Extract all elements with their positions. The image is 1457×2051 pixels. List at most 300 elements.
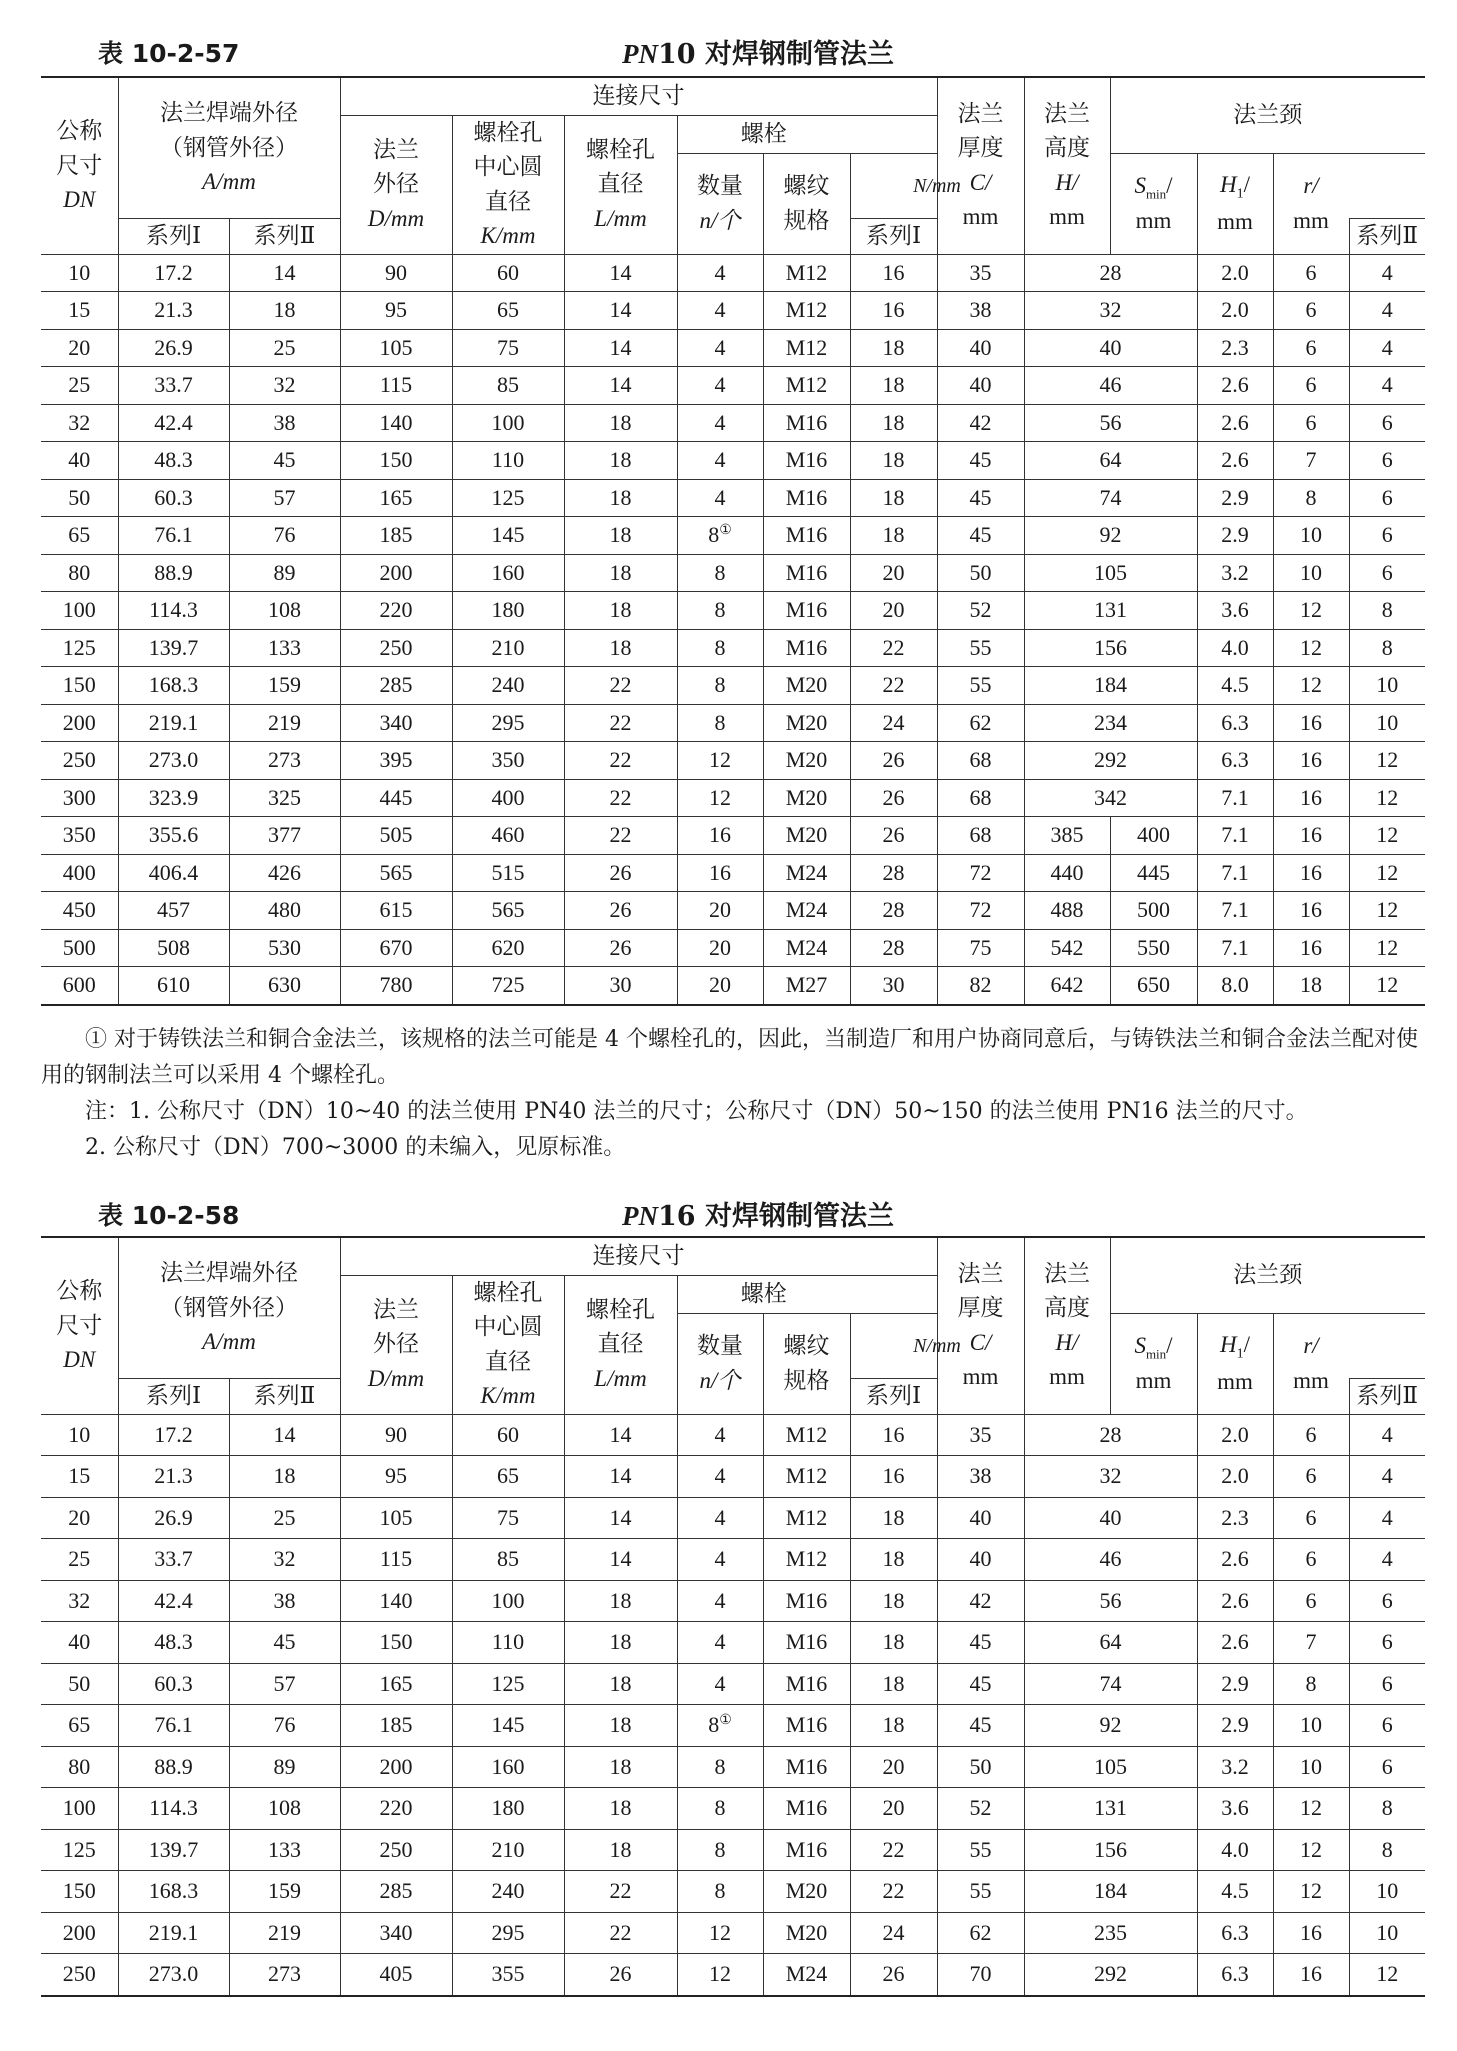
table-cell: 292	[1024, 742, 1197, 780]
table-row	[41, 1829, 1425, 1871]
table-cell: 95	[340, 1456, 452, 1498]
table-cell: M16	[763, 554, 850, 592]
table-cell: 22	[850, 629, 937, 667]
table-caption-1	[98, 30, 1418, 70]
bolt-header: 螺栓	[677, 115, 850, 153]
table-cell: 273.0	[118, 1954, 229, 1996]
table-cell: 22	[564, 742, 677, 780]
table-cell: 48.3	[118, 442, 229, 480]
table-cell: 18	[564, 554, 677, 592]
table-cell: 295	[452, 1912, 564, 1954]
table-cell: 28	[1024, 1414, 1197, 1456]
table-cell: 22	[564, 1912, 677, 1954]
table-cell: 76	[229, 1705, 340, 1747]
col-smin-header: $S_{min}/$ mm	[1110, 153, 1197, 254]
table-cell: 16	[1273, 779, 1349, 817]
table-cell: 75	[937, 929, 1024, 967]
table-cell: 18	[850, 329, 937, 367]
table-cell: 50	[41, 479, 118, 517]
table-cell: 14	[229, 254, 340, 292]
table-cell: 285	[340, 1871, 452, 1913]
table-row	[41, 892, 1425, 930]
table-row	[41, 742, 1425, 780]
bolt-header: 螺栓	[677, 1275, 850, 1313]
table-cell: 74	[1024, 1663, 1197, 1705]
table-cell: 12	[1349, 742, 1425, 780]
col-h1-header: $H_1/$ mm	[1197, 153, 1273, 254]
table-cell: 26	[564, 1954, 677, 1996]
table-cell: 52	[937, 1788, 1024, 1830]
table-cell: 4	[677, 292, 763, 330]
table-cell: 6	[1273, 1539, 1349, 1581]
table-cell: 12	[1349, 817, 1425, 855]
table-cell: 35	[937, 1414, 1024, 1456]
table-cell: 114.3	[118, 1788, 229, 1830]
table-cell: 565	[452, 892, 564, 930]
table-cell: 234	[1024, 704, 1197, 742]
table-cell: 131	[1024, 592, 1197, 630]
table-cell: 725	[452, 967, 564, 1005]
table-cell: 145	[452, 1705, 564, 1747]
table-cell: 670	[340, 929, 452, 967]
table-cell: 8	[677, 554, 763, 592]
table-cell: 6	[1273, 367, 1349, 405]
table-row	[41, 1497, 1425, 1539]
table-cell: 4	[677, 367, 763, 405]
table-cell: 440	[1024, 854, 1110, 892]
table-cell: 4	[677, 254, 763, 292]
table-cell: 250	[340, 1829, 452, 1871]
col-dn-header: 公称 尺寸 DN	[41, 1237, 118, 1414]
table-cell: 131	[1024, 1788, 1197, 1830]
table-cell: 16	[1273, 1912, 1349, 1954]
table-cell: 385	[1024, 817, 1110, 855]
table-cell: M20	[763, 817, 850, 855]
table-cell: 108	[229, 1788, 340, 1830]
table-cell: 4.5	[1197, 1871, 1273, 1913]
table-cell: 55	[937, 667, 1024, 705]
table-cell: 4	[677, 1663, 763, 1705]
table-cell: 46	[1024, 1539, 1197, 1581]
table-cell: 2.0	[1197, 1456, 1273, 1498]
table-cell: 7	[1273, 1622, 1349, 1664]
table-cell: M20	[763, 667, 850, 705]
table-cell: 18	[850, 479, 937, 517]
table-cell: 26.9	[118, 1497, 229, 1539]
table-cell: 16	[677, 817, 763, 855]
table-cell: 56	[1024, 1580, 1197, 1622]
table-cell: 6.3	[1197, 742, 1273, 780]
table-cell: 220	[340, 1788, 452, 1830]
table-cell: 2.9	[1197, 479, 1273, 517]
table-cell: 14	[564, 292, 677, 330]
table-row	[41, 929, 1425, 967]
table-cell: 35	[937, 254, 1024, 292]
table-cell: 16	[1273, 1954, 1349, 1996]
table-cell: 16	[1273, 817, 1349, 855]
table-cell: 150	[340, 442, 452, 480]
table-cell: 100	[41, 592, 118, 630]
table-cell: 90	[340, 1414, 452, 1456]
table-cell: M12	[763, 1497, 850, 1539]
table-cell: 250	[41, 742, 118, 780]
table-cell: 6	[1273, 1580, 1349, 1622]
table-cell: 24	[850, 704, 937, 742]
table-cell: 4.0	[1197, 1829, 1273, 1871]
table-row	[41, 292, 1425, 330]
table-cell: 30	[850, 967, 937, 1005]
table-cell: 6	[1349, 517, 1425, 555]
table-row	[41, 967, 1425, 1005]
table-cell: 40	[1024, 1497, 1197, 1539]
table-cell: 20	[850, 1788, 937, 1830]
table-cell: 184	[1024, 1871, 1197, 1913]
table-cell: 40	[937, 1539, 1024, 1581]
table-cell: 650	[1110, 967, 1197, 1005]
table-cell: 180	[452, 592, 564, 630]
table-cell: 65	[452, 292, 564, 330]
table-cell: 7.1	[1197, 779, 1273, 817]
table-cell: 2.0	[1197, 254, 1273, 292]
table-cell: 40	[41, 442, 118, 480]
table-cell: 185	[340, 517, 452, 555]
col-d-header: 法兰 外径 D/mm	[340, 115, 452, 254]
table-cell: 508	[118, 929, 229, 967]
table-cell: 4	[677, 442, 763, 480]
table-cell: 25	[41, 1539, 118, 1581]
col-c-header: 法兰 厚度 C/ mm	[937, 77, 1024, 254]
table-cell: 28	[850, 854, 937, 892]
connection-header: 连接尺寸	[340, 1237, 937, 1275]
table-cell: 18	[564, 1788, 677, 1830]
table-cell: 2.6	[1197, 367, 1273, 405]
table-cell: 16	[850, 254, 937, 292]
table-cell: 25	[229, 329, 340, 367]
table-cell: 18	[564, 517, 677, 555]
table-cell: M16	[763, 592, 850, 630]
col-h-header: 法兰 高度 H/ mm	[1024, 77, 1110, 254]
table-cell: M20	[763, 779, 850, 817]
table-cell: 200	[340, 1746, 452, 1788]
table-cell: 8	[1273, 1663, 1349, 1705]
table-row	[41, 817, 1425, 855]
table-cell: 2.3	[1197, 329, 1273, 367]
table-cell: 12	[1273, 1829, 1349, 1871]
table-cell: 8	[677, 1788, 763, 1830]
table-cell: 26	[850, 1954, 937, 1996]
table-cell: 4	[1349, 1414, 1425, 1456]
table-cell: 32	[41, 1580, 118, 1622]
table-cell: 42	[937, 1580, 1024, 1622]
table-cell: 28	[850, 929, 937, 967]
table-cell: 40	[1024, 329, 1197, 367]
col-dn-header: 公称 尺寸 DN	[41, 77, 118, 254]
table-cell: 4	[677, 1622, 763, 1664]
table-cell: 4	[1349, 1539, 1425, 1581]
table-cell: 6	[1349, 554, 1425, 592]
table-cell: 8	[1349, 629, 1425, 667]
table-cell: 6	[1273, 404, 1349, 442]
neck-header: 法兰颈	[1110, 1237, 1425, 1313]
table-cell: 16	[677, 854, 763, 892]
table-number: 表 10-2-58	[98, 1201, 240, 1230]
col-h1-header: $H_1/$ mm	[1197, 1313, 1273, 1414]
table-cell: M16	[763, 1746, 850, 1788]
table-cell: 4	[677, 1456, 763, 1498]
table-cell: 6.3	[1197, 1954, 1273, 1996]
table-cell: 185	[340, 1705, 452, 1747]
table-cell: 16	[1273, 929, 1349, 967]
table-cell: 88.9	[118, 554, 229, 592]
table-cell: 32	[41, 404, 118, 442]
table-cell: 10	[1273, 1705, 1349, 1747]
table-cell: 55	[937, 629, 1024, 667]
table-cell: 323.9	[118, 779, 229, 817]
table-cell: 20	[677, 929, 763, 967]
table-cell: 10	[1273, 517, 1349, 555]
table-cell: 400	[1110, 817, 1197, 855]
table-cell: 18	[850, 404, 937, 442]
table-cell: 45	[937, 1663, 1024, 1705]
table-cell: 6	[1349, 1622, 1425, 1664]
table-cell: 12	[1349, 892, 1425, 930]
table-cell: 12	[677, 779, 763, 817]
table-cell: 620	[452, 929, 564, 967]
col-smin-header: $S_{min}/$ mm	[1110, 1313, 1197, 1414]
table-cell: 12	[1273, 629, 1349, 667]
table-cell: 6	[1349, 442, 1425, 480]
table-cell: 300	[41, 779, 118, 817]
table-cell: 6.3	[1197, 1912, 1273, 1954]
table-cell: 18	[850, 1539, 937, 1581]
table-cell: 250	[41, 1954, 118, 1996]
note-1: 注：1. 公称尺寸（DN）10~40 的法兰使用 PN40 法兰的尺寸；公称尺寸（DN）50~150 的法兰使用 PN16 法兰的尺寸。	[85, 1099, 1308, 1124]
table-cell: 2.9	[1197, 517, 1273, 555]
table-cell: 108	[229, 592, 340, 630]
table-cell: 15	[41, 1456, 118, 1498]
table-cell: M16	[763, 517, 850, 555]
table-number: 表 10-2-57	[98, 39, 240, 68]
table-cell: 16	[1273, 892, 1349, 930]
table-title: PN10 对焊钢制管法兰	[622, 39, 894, 70]
table-cell: 8	[1273, 479, 1349, 517]
table-cell: 16	[1273, 704, 1349, 742]
table-cell: 12	[1273, 592, 1349, 630]
table-cell: 55	[937, 1871, 1024, 1913]
table-cell: 10	[1349, 1871, 1425, 1913]
table-cell: 273.0	[118, 742, 229, 780]
table-cell: 4	[677, 329, 763, 367]
table-cell: 18	[564, 479, 677, 517]
table-cell: 40	[937, 367, 1024, 405]
table-cell: 8.0	[1197, 967, 1273, 1005]
col-thread-header: 螺纹 规格	[763, 153, 850, 254]
table-cell: 240	[452, 667, 564, 705]
table-caption-2	[98, 1192, 1418, 1232]
table-cell: 6	[1349, 404, 1425, 442]
table-cell: M16	[763, 1705, 850, 1747]
table-cell: 20	[850, 592, 937, 630]
table-cell: 285	[340, 667, 452, 705]
table-row	[41, 629, 1425, 667]
table-cell: 426	[229, 854, 340, 892]
table-cell: 68	[937, 817, 1024, 855]
table-cell: 105	[1024, 554, 1197, 592]
table-cell: 4	[677, 404, 763, 442]
table-cell: 4	[1349, 292, 1425, 330]
table-cell: 115	[340, 367, 452, 405]
table-cell: 18	[229, 292, 340, 330]
table-cell: 45	[229, 442, 340, 480]
table-cell: 2.3	[1197, 1497, 1273, 1539]
table-cell: 40	[937, 329, 1024, 367]
table-cell: 3.6	[1197, 592, 1273, 630]
table-cell: 642	[1024, 967, 1110, 1005]
table-cell: 4	[1349, 1497, 1425, 1539]
table-cell: 38	[937, 292, 1024, 330]
table-cell: 250	[340, 629, 452, 667]
table-cell: 72	[937, 892, 1024, 930]
table-cell: M16	[763, 629, 850, 667]
table-notes	[41, 1022, 1424, 1166]
neck-header: 法兰颈	[1110, 77, 1425, 153]
table-cell: 70	[937, 1954, 1024, 1996]
table-cell: 14	[564, 1539, 677, 1581]
table-cell: 6	[1273, 292, 1349, 330]
table-cell: 22	[850, 1871, 937, 1913]
table-cell: 2.6	[1197, 1622, 1273, 1664]
table-cell: 20	[677, 967, 763, 1005]
table-cell: 4	[1349, 1456, 1425, 1498]
table-row	[41, 367, 1425, 405]
table-cell: 10	[1273, 554, 1349, 592]
table-cell: 3.6	[1197, 1788, 1273, 1830]
col-n-header: 数量 n/个	[677, 153, 763, 254]
table-cell: 105	[1024, 1746, 1197, 1788]
table-cell: 18	[564, 1622, 677, 1664]
table-cell: 14	[229, 1414, 340, 1456]
table-cell: 24	[850, 1912, 937, 1954]
table-cell: 75	[452, 329, 564, 367]
table-cell: 200	[340, 554, 452, 592]
table-row	[41, 1414, 1425, 1456]
table-cell: 26.9	[118, 329, 229, 367]
table-cell: 45	[937, 442, 1024, 480]
table-row	[41, 1746, 1425, 1788]
table-cell: 219.1	[118, 1912, 229, 1954]
table-cell: 52	[937, 592, 1024, 630]
table-cell: 150	[41, 1871, 118, 1913]
col-c-header: 法兰 厚度 C/ mm	[937, 1237, 1024, 1414]
table-cell: 445	[1110, 854, 1197, 892]
table-row	[41, 1705, 1425, 1747]
table-cell: 12	[1349, 1954, 1425, 1996]
table-cell: 65	[41, 1705, 118, 1747]
table-cell: 340	[340, 704, 452, 742]
table-cell: 10	[1349, 1912, 1425, 1954]
table-cell: 50	[937, 1746, 1024, 1788]
table-cell: 65	[452, 1456, 564, 1498]
table-cell: 20	[677, 892, 763, 930]
series2-header: 系列Ⅱ	[229, 218, 340, 254]
table-cell: 64	[1024, 442, 1197, 480]
table-row	[41, 1580, 1425, 1622]
table-cell: 8	[677, 629, 763, 667]
table-cell: 125	[41, 629, 118, 667]
table-cell: 18	[850, 367, 937, 405]
table-row	[41, 1622, 1425, 1664]
table-cell: 80	[41, 1746, 118, 1788]
table-cell: 25	[41, 367, 118, 405]
table-cell: 100	[41, 1788, 118, 1830]
table-cell: 7.1	[1197, 854, 1273, 892]
table-cell: 17.2	[118, 1414, 229, 1456]
table-cell: 22	[564, 1871, 677, 1913]
table-cell: 200	[41, 1912, 118, 1954]
table-cell: 18	[850, 517, 937, 555]
table-cell: 76.1	[118, 517, 229, 555]
table-title: PN16 对焊钢制管法兰	[622, 1201, 894, 1232]
table-row	[41, 1871, 1425, 1913]
table-cell: 125	[452, 479, 564, 517]
table-cell: 406.4	[118, 854, 229, 892]
table-cell: 42.4	[118, 1580, 229, 1622]
table-cell: 6.3	[1197, 704, 1273, 742]
table-cell: 33.7	[118, 1539, 229, 1581]
table-cell: 60.3	[118, 1663, 229, 1705]
table-cell: 22	[564, 704, 677, 742]
footnote-1: ① 对于铸铁法兰和铜合金法兰，该规格的法兰可能是 4 个螺栓孔的，因此，当制造厂和用户协商同意后，与铸铁法兰和铜合金法兰配对使用的钢制法兰可以采用 4 个螺栓孔。	[41, 1027, 1418, 1088]
table-cell: 82	[937, 967, 1024, 1005]
table-cell: 6	[1273, 1456, 1349, 1498]
table-cell: M20	[763, 704, 850, 742]
table-cell: 14	[564, 254, 677, 292]
table-cell: 18	[850, 1663, 937, 1705]
table-cell: 4	[1349, 254, 1425, 292]
table-cell: 7.1	[1197, 892, 1273, 930]
table-row	[41, 329, 1425, 367]
table-cell: 355.6	[118, 817, 229, 855]
table-cell: 33.7	[118, 367, 229, 405]
table-cell: 32	[1024, 1456, 1197, 1498]
table-cell: 10	[1349, 704, 1425, 742]
table-cell: M20	[763, 742, 850, 780]
table-cell: 92	[1024, 517, 1197, 555]
table-row	[41, 1663, 1425, 1705]
col-h-header: 法兰 高度 H/ mm	[1024, 1237, 1110, 1414]
table-cell: 600	[41, 967, 118, 1005]
table-cell: 21.3	[118, 292, 229, 330]
table-row	[41, 1788, 1425, 1830]
table-cell: 45	[229, 1622, 340, 1664]
table-cell: 219	[229, 704, 340, 742]
table-row	[41, 1456, 1425, 1498]
table-cell: 25	[229, 1497, 340, 1539]
table-cell: 18	[564, 629, 677, 667]
table-cell: 18	[850, 1497, 937, 1539]
table-cell: 133	[229, 629, 340, 667]
table-cell: 12	[1349, 929, 1425, 967]
table-cell: M12	[763, 329, 850, 367]
table-cell: 125	[41, 1829, 118, 1871]
table-cell: 18	[564, 442, 677, 480]
table-cell: 12	[677, 1954, 763, 1996]
table-cell: 26	[564, 892, 677, 930]
table-cell: 56	[1024, 404, 1197, 442]
table-cell: 395	[340, 742, 452, 780]
table-cell: 50	[937, 554, 1024, 592]
table-cell: 45	[937, 517, 1024, 555]
